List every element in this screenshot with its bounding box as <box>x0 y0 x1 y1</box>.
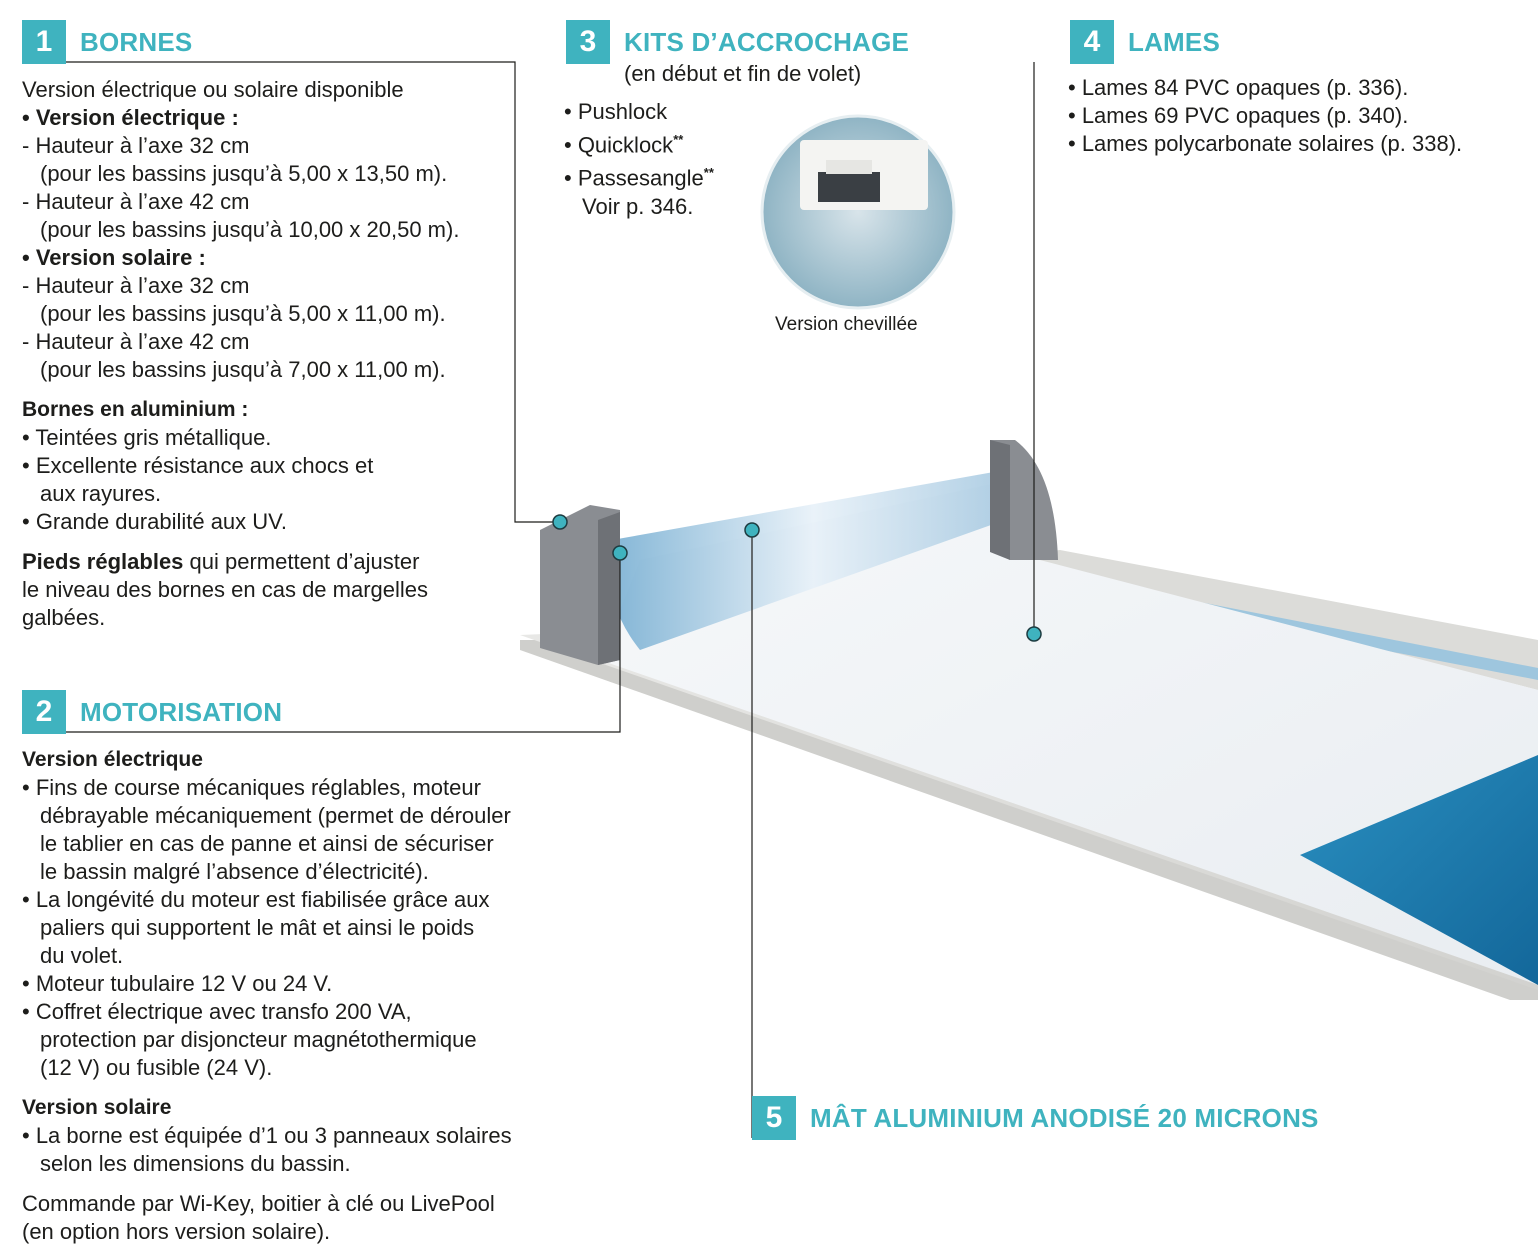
bornes-sol-item-detail: (pour les bassins jusqu’à 7,00 x 11,00 m). <box>40 357 446 382</box>
motor-item-detail: (12 V) ou fusible (24 V). <box>40 1055 273 1080</box>
bornes-elec-heading: • Version électrique : <box>22 105 239 130</box>
section-4-number: 4 <box>1070 20 1114 64</box>
bornes-elec-item-detail: (pour les bassins jusqu’à 5,00 x 13,50 m). <box>40 161 448 186</box>
section-3-number: 3 <box>566 20 610 64</box>
kits-subtitle: (en début et fin de volet) <box>624 61 862 86</box>
section-3-subtitle <box>624 60 861 88</box>
bornes-alu-item: • Excellente résistance aux chocs et <box>22 453 374 478</box>
section-4-header <box>1070 20 1220 64</box>
lames-item: • Lames 84 PVC opaques (p. 336). <box>1068 75 1409 100</box>
kits-item <box>564 126 714 159</box>
section-5-number: 5 <box>752 1096 796 1140</box>
motor-item-detail: paliers qui supportent le mât et ainsi le poids <box>40 915 475 940</box>
motor-command-detail: (en option hors version solaire). <box>22 1219 331 1244</box>
motor-elec-heading: Version électrique <box>22 748 203 771</box>
bornes-alu-item: • Grande durabilité aux UV. <box>22 509 287 534</box>
section-1-number: 1 <box>22 20 66 64</box>
section-3-body <box>564 98 714 221</box>
bornes-pieds-line: le niveau des bornes en cas de margelles <box>22 577 429 602</box>
bornes-sol-item: - Hauteur à l’axe 32 cm <box>22 273 250 298</box>
motor-sol-item: • La borne est équipée d’1 ou 3 panneaux solaires <box>22 1123 512 1148</box>
motor-sol-item-detail: selon les dimensions du bassin. <box>40 1151 351 1176</box>
motor-item: • Fins de course mécaniques réglables, moteur <box>22 775 481 800</box>
bornes-elec-item: - Hauteur à l’axe 42 cm <box>22 189 250 214</box>
section-5-header <box>752 1096 1319 1140</box>
kits-item-mark: ** <box>673 132 684 147</box>
bornes-pieds-bold: Pieds réglables <box>22 549 184 574</box>
kits-see-page: Voir p. 346. <box>582 193 694 219</box>
bornes-intro: Version électrique ou solaire disponible <box>22 77 404 102</box>
bornes-elec-item: - Hauteur à l’axe 32 cm <box>22 133 250 158</box>
motor-item-detail: du volet. <box>40 943 124 968</box>
bornes-pieds-line: galbées. <box>22 605 106 630</box>
section-4-title: LAMES <box>1128 26 1220 57</box>
section-1-title: BORNES <box>80 26 193 57</box>
bornes-sol-item: - Hauteur à l’axe 42 cm <box>22 329 250 354</box>
bornes-alu-item-detail: aux rayures. <box>40 481 162 506</box>
section-3-title: KITS D’ACCROCHAGE <box>624 26 910 57</box>
bornes-alu-item: • Teintées gris métallique. <box>22 425 272 450</box>
kits-item: • Pushlock <box>564 99 668 124</box>
callout-dot-1 <box>553 515 567 529</box>
motor-item-detail: protection par disjoncteur magnétothermique <box>40 1027 477 1052</box>
motor-item: • Moteur tubulaire 12 V ou 24 V. <box>22 971 333 996</box>
detail-caption: Version chevillée <box>775 314 918 335</box>
section-2-number: 2 <box>22 690 66 734</box>
section-2-title: MOTORISATION <box>80 696 283 727</box>
motor-command: Commande par Wi-Key, boitier à clé ou LivePool <box>22 1191 495 1216</box>
bornes-sol-item-detail: (pour les bassins jusqu’à 5,00 x 11,00 m). <box>40 301 446 326</box>
bornes-alu-heading: Bornes en aluminium : <box>22 398 249 421</box>
section-5-title: MÂT ALUMINIUM ANODISÉ 20 MICRONS <box>810 1102 1319 1133</box>
motor-item-detail: débrayable mécaniquement (permet de dérouler <box>40 803 511 828</box>
motor-item-detail: le bassin malgré l’absence d’électricité). <box>40 859 429 884</box>
kits-item <box>564 159 714 192</box>
section-4-body <box>1068 74 1462 158</box>
callout-dot-4 <box>1027 627 1041 641</box>
motor-item: • La longévité du moteur est fiabilisée grâce aux <box>22 887 490 912</box>
bornes-pieds-rest: qui permettent d’ajuster <box>183 549 420 574</box>
kits-item-label: • Quicklock <box>564 132 674 158</box>
motor-sol-heading: Version solaire <box>22 1096 172 1119</box>
bornes-elec-item-detail: (pour les bassins jusqu’à 10,00 x 20,50 m). <box>40 217 460 242</box>
lames-item: • Lames 69 PVC opaques (p. 340). <box>1068 103 1409 128</box>
motor-item: • Coffret électrique avec transfo 200 VA, <box>22 999 412 1024</box>
bornes-pieds <box>22 548 459 576</box>
section-1-body <box>22 76 459 632</box>
callout-dot-2 <box>613 546 627 560</box>
kits-item-mark: ** <box>703 165 714 181</box>
kits-item-label: • Passesangle <box>564 165 704 191</box>
lames-item: • Lames polycarbonate solaires (p. 338). <box>1068 131 1463 156</box>
section-3-header <box>566 20 909 64</box>
section-1-header <box>22 20 192 64</box>
section-2-header <box>22 690 282 734</box>
bornes-sol-heading: • Version solaire : <box>22 245 206 270</box>
section-2-body <box>22 746 512 1246</box>
motor-item-detail: le tablier en cas de panne et ainsi de sécuriser <box>40 831 494 856</box>
callout-dot-5 <box>745 523 759 537</box>
